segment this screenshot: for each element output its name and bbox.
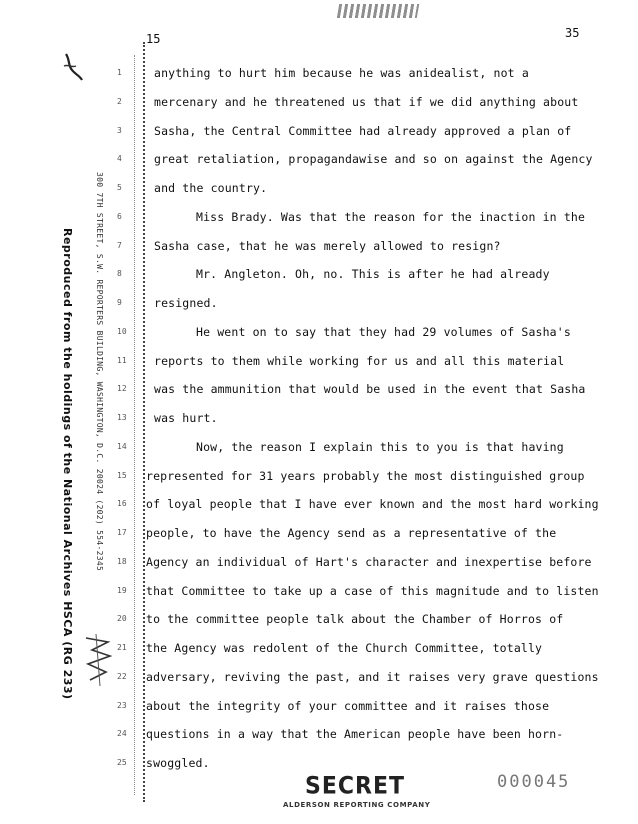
reporter-address: 300 7TH STREET, S.W. REPORTERS BUILDING, WASHINGTON, D.C. 20024 (202) 554-2345 [95, 172, 104, 572]
line-number: 16 [117, 499, 127, 509]
transcript-line: Now, the reason I explain this to you is that having [196, 439, 564, 454]
line-number: 1 [117, 68, 122, 77]
line-number: 18 [117, 556, 127, 566]
line-number: 5 [117, 183, 122, 192]
line-number: 2 [117, 96, 122, 106]
line-number: 22 [117, 671, 127, 681]
classification-stamp: SECRET [305, 772, 405, 801]
transcript-line: about the integrity of your committee and it raises those [146, 698, 550, 713]
document-number: 000045 [497, 772, 571, 792]
transcript-line: Mr. Angleton. Oh, no. This is after he had already [196, 267, 550, 282]
line-number: 20 [117, 614, 127, 624]
transcript-line: represented for 31 years probably the most distinguished group [146, 468, 585, 483]
line-number: 17 [117, 528, 127, 537]
line-number-rule [134, 55, 135, 795]
transcript-line: and the country. [154, 181, 268, 195]
transcript-line: of loyal people that I have ever known and the most hard working [146, 497, 599, 512]
transcript-line: Sasha case, that he was merely allowed to resign? [154, 238, 501, 253]
document-page-number: 35 [565, 26, 580, 40]
line-number: 13 [117, 413, 127, 422]
transcript-line: the Agency was redolent of the Church Committee, totally [146, 641, 543, 655]
top-classification-stamp [337, 4, 419, 18]
line-number: 3 [117, 125, 122, 135]
transcript-line: reports to them while working for us and all this material [154, 353, 565, 368]
transcript-line: people, to have the Agency send as a representative of the [146, 526, 557, 540]
line-number: 8 [117, 269, 122, 279]
line-number: 14 [117, 441, 127, 451]
transcript-line: adversary, reviving the past, and it raises very grave questions [146, 669, 599, 684]
transcript-line: He went on to say that they had 29 volumes of Sasha's [196, 324, 571, 339]
line-number: 15 [117, 470, 127, 480]
line-number: 12 [117, 384, 127, 394]
archive-stamp-icon [82, 632, 114, 688]
archives-reproduction-note: Reproduced from the holdings of the National Archives HSCA (RG 233) [61, 228, 74, 700]
transcript-line: swoggled. [146, 756, 210, 770]
line-number: 6 [117, 211, 122, 221]
transcript-line: resigned. [154, 296, 218, 310]
transcript-line: Sasha, the Central Committee had already approved a plan of [154, 123, 572, 138]
line-number: 23 [117, 700, 127, 710]
reporter-footer: ALDERSON REPORTING COMPANY [283, 801, 431, 809]
line-number: 4 [117, 154, 122, 164]
line-number: 11 [117, 355, 127, 365]
transcript-line: was hurt. [154, 411, 218, 425]
handwritten-mark-icon [60, 50, 86, 84]
transcript-line: to the committee people talk about the Chamber of Horros of [146, 612, 564, 627]
transcript-line: was the ammunition that would be used in the event that Sasha [154, 382, 586, 397]
line-number: 9 [117, 298, 122, 307]
line-number: 25 [117, 758, 127, 767]
line-number: 21 [117, 643, 127, 652]
transcript-line: great retaliation, propagandawise and so on against the Agency [154, 152, 593, 167]
line-number: 24 [117, 729, 127, 739]
transcript-line: Agency an individual of Hart's character and inexpertise before [146, 554, 592, 569]
margin-rule [143, 42, 145, 802]
transcript-page-number: 15 [146, 32, 161, 46]
transcript-line: Miss Brady. Was that the reason for the inaction in the [196, 209, 586, 224]
transcript-line: anything to hurt him because he was anidealist, not a [154, 66, 529, 80]
line-number: 7 [117, 240, 122, 250]
transcript-line: mercenary and he threatened us that if we did anything about [154, 94, 579, 109]
transcript-line: questions in a way that the American people have been horn- [146, 727, 564, 742]
line-number: 10 [117, 326, 127, 336]
transcript-line: that Committee to take up a case of this magnitude and to listen [146, 583, 599, 598]
line-number: 19 [117, 585, 127, 595]
